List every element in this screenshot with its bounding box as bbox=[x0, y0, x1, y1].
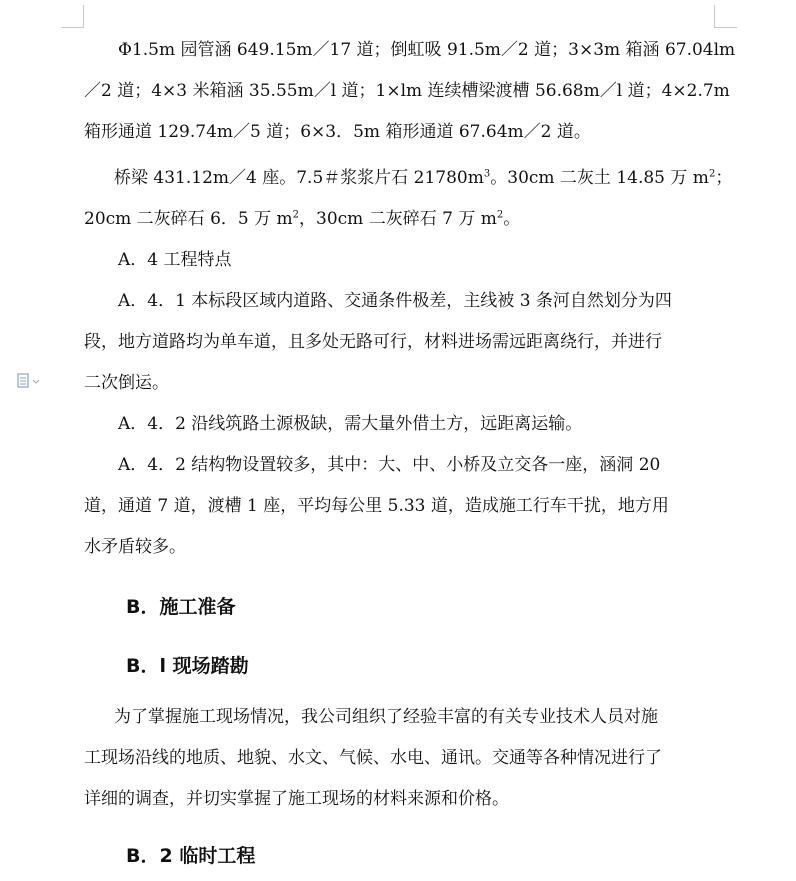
page-icon bbox=[16, 373, 42, 389]
heading-construction-preparation: B．施工准备 bbox=[126, 596, 236, 618]
superscript: 2 bbox=[292, 209, 300, 221]
heading-temporary-works: B．2 临时工程 bbox=[126, 845, 256, 867]
section-a4 bbox=[84, 240, 724, 568]
text-line: 详细的调查，并切实掌握了施工现场的材料来源和价格。 bbox=[84, 789, 509, 809]
text-line: 二次倒运。 bbox=[84, 373, 169, 393]
text-run: ； bbox=[715, 168, 733, 188]
text-line: 为了掌握施工现场情况，我公司组织了经验丰富的有关专业技术人员对施 bbox=[114, 707, 658, 727]
text-line: Φ1.5m 园管涵 649.15m／17 道；倒虹吸 91.5m／2 道；3×3m 箱涵 67.04lm bbox=[118, 40, 736, 60]
text-line: 箱形通道 129.74m／5 道；6×3．5m 箱形通道 67.64m／2 道。 bbox=[84, 122, 591, 142]
text-line: 水矛盾较多。 bbox=[84, 537, 186, 557]
paragraph-site-survey bbox=[84, 697, 724, 820]
heading-site-survey: B．l 现场踏勘 bbox=[126, 655, 249, 677]
text-run: 。30cm 二灰土 14.85 万 m bbox=[490, 168, 709, 188]
crop-mark-top-right bbox=[714, 5, 737, 28]
text-run: 桥梁 431.12m／4 座。7.5＃浆浆片石 21780m bbox=[114, 168, 484, 188]
text-line: 段，地方道路均为单车道，且多处无路可行，材料进场需远距离绕行，并进行 bbox=[84, 332, 662, 352]
crop-mark-top-left bbox=[61, 5, 84, 28]
section-title: A．4 工程特点 bbox=[118, 250, 232, 270]
superscript: 2 bbox=[496, 209, 504, 221]
text-line: 工现场沿线的地质、地貌、水文、气候、水电、通讯。交通等各种情况进行了 bbox=[84, 748, 662, 768]
text-line: A．4．1 本标段区域内道路、交通条件极差，主线被 3 条河自然划分为四 bbox=[118, 291, 672, 311]
text-line bbox=[84, 199, 724, 240]
superscript: 2 bbox=[708, 168, 716, 180]
text-run: 20cm 二灰碎石 6．5 万 m bbox=[84, 209, 293, 229]
text-run: 。 bbox=[503, 209, 521, 229]
text-line: A．4．2 结构物设置较多，其中：大、中、小桥及立交各一座，涵洞 20 bbox=[118, 455, 661, 475]
superscript: 3 bbox=[483, 168, 491, 180]
paragraph-structures bbox=[84, 30, 736, 153]
document-options-icon[interactable] bbox=[16, 373, 46, 389]
text-line bbox=[84, 158, 733, 199]
paragraph-bridges bbox=[84, 158, 733, 240]
text-run: ，30cm 二灰碎石 7 万 m bbox=[299, 209, 497, 229]
text-line: ／2 道；4×3 米箱涵 35.55m／l 道；1×lm 连续槽梁渡槽 56.68m／l 道；4×2.7m bbox=[84, 81, 730, 101]
text-line: 道，通道 7 道，渡槽 1 座，平均每公里 5.33 道，造成施工行车干扰，地方用 bbox=[84, 496, 669, 516]
text-line: A．4．2 沿线筑路土源极缺，需大量外借土方，远距离运输。 bbox=[118, 414, 583, 434]
